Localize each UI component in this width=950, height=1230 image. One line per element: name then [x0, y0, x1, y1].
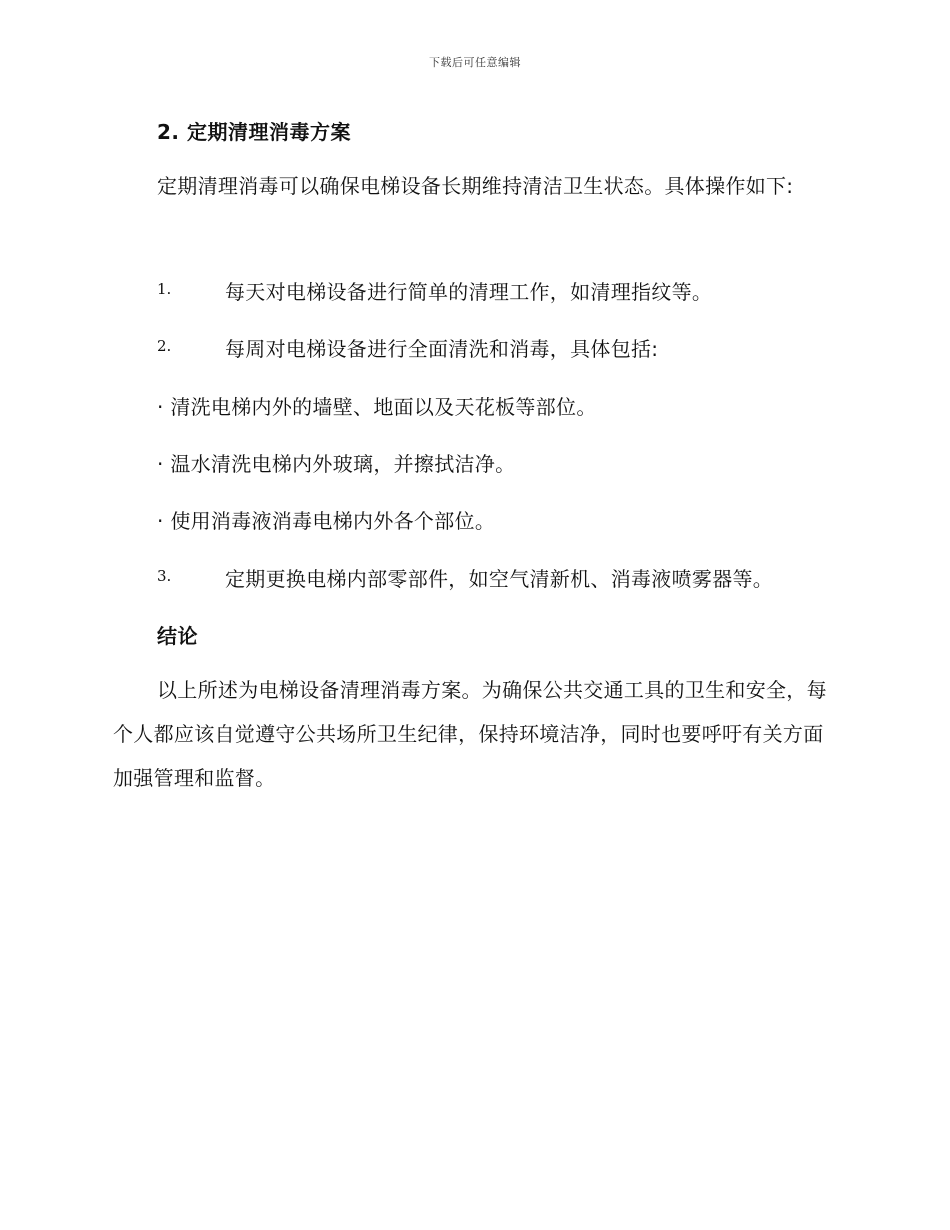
conclusion-heading: 结论 [157, 624, 198, 648]
section-intro-paragraph: 定期清理消毒可以确保电梯设备长期维持清洁卫生状态。具体操作如下: [157, 174, 794, 198]
bullet-item-1: · 清洗电梯内外的墙壁、地面以及天花板等部位。 [157, 395, 597, 419]
list-item-2: 每周对电梯设备进行全面清洗和消毒，具体包括: [225, 337, 659, 361]
bullet-item-2: · 温水清洗电梯内外玻璃，并擦拭洁净。 [157, 452, 516, 476]
list-item-1: 每天对电梯设备进行简单的清理工作，如清理指纹等。 [225, 280, 713, 304]
page-header: 下载后可任意编辑 [429, 56, 521, 69]
conclusion-paragraph: 以上所述为电梯设备清理消毒方案。为确保公共交通工具的卫生和安全，每个人都应该自觉遵守公共场所卫生纪律，保持环境洁净，同时也要呼吁有关方面加强管理和监督。 [113, 678, 827, 790]
list-number-3: 3. [157, 567, 172, 585]
list-number-2: 2. [157, 337, 172, 355]
section-heading: 2. 定期清理消毒方案 [157, 120, 351, 144]
bullet-item-3: · 使用消毒液消毒电梯内外各个部位。 [157, 509, 496, 533]
list-number-1: 1. [157, 280, 172, 298]
list-item-3: 定期更换电梯内部零部件，如空气清新机、消毒液喷雾器等。 [225, 567, 774, 591]
